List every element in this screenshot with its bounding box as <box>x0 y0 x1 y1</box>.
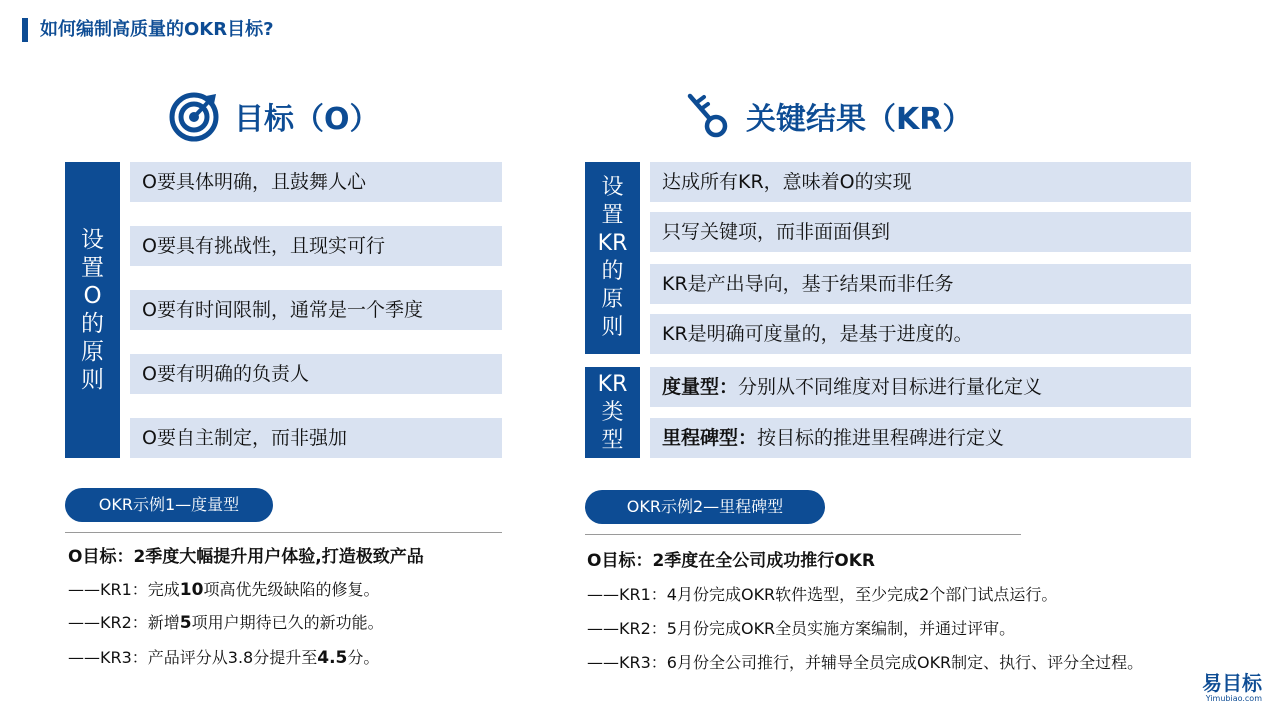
objective-heading <box>168 88 380 144</box>
label-char: 置 <box>601 203 624 228</box>
kr-text: 项高优先级缺陷的修复。 <box>203 580 380 599</box>
label-char: KR <box>597 231 628 256</box>
kr-text: 分。 <box>347 648 380 667</box>
key-icon <box>684 90 732 142</box>
kr-type-item <box>650 367 1191 407</box>
label-char: 置 <box>81 255 104 281</box>
objective-principle-item: O要有明确的负责人 <box>130 354 502 394</box>
kr-number: 10 <box>179 580 204 600</box>
example2-divider <box>585 534 1021 535</box>
objective-title: 目标（O） <box>234 102 380 137</box>
example1-kr <box>68 610 384 633</box>
kr-principle-item: 达成所有KR，意味着O的实现 <box>650 162 1191 202</box>
target-icon <box>168 90 220 142</box>
kr-text: 项用户期待已久的新功能。 <box>191 613 384 632</box>
kr-number: 4.5 <box>317 648 348 668</box>
key-results-heading <box>684 88 972 144</box>
example2-kr: ——KR2：5月份完成OKR全员实施方案编制，并通过评审。 <box>587 619 1016 638</box>
brand-name: 易目标 <box>1202 671 1262 695</box>
kr-principles-label <box>585 162 640 354</box>
kr-type-name: 度量型： <box>662 376 739 398</box>
label-char: 型 <box>601 427 624 453</box>
label-char: 设 <box>81 227 104 253</box>
label-char: 设 <box>601 175 624 200</box>
example2-kr: ——KR3：6月份全公司推行，并辅导全员完成OKR制定、执行、评分全过程。 <box>587 653 1144 672</box>
objective-principle-item: O要具有挑战性，且现实可行 <box>130 226 502 266</box>
example2-pill: OKR示例2—里程碑型 <box>585 490 825 524</box>
kr-text: ——KR1：完成 <box>68 580 180 599</box>
kr-number: 5 <box>179 613 192 633</box>
kr-type-desc: 按目标的推进里程碑进行定义 <box>757 427 1005 449</box>
example1-divider <box>65 532 502 533</box>
label-char: O <box>83 283 102 309</box>
brand-logo <box>1202 672 1262 704</box>
kr-type-item <box>650 418 1191 458</box>
kr-text: ——KR3：产品评分从3.8分提升至 <box>68 648 318 667</box>
label-char: 的 <box>81 311 104 337</box>
example1-kr <box>68 645 379 668</box>
example2-kr: ——KR1：4月份完成OKR软件选型，至少完成2个部门试点运行。 <box>587 585 1058 604</box>
objective-principle-item: O要具体明确，且鼓舞人心 <box>130 162 502 202</box>
objective-principles-label <box>65 162 120 458</box>
key-results-title: 关键结果（KR） <box>746 102 973 137</box>
kr-type-desc: 分别从不同维度对目标进行量化定义 <box>738 376 1043 398</box>
page-title: 如何编制高质量的OKR目标? <box>40 19 274 40</box>
example2-goal: O目标：2季度在全公司成功推行OKR <box>587 551 875 571</box>
label-char: 原 <box>601 287 624 312</box>
example1-pill: OKR示例1—度量型 <box>65 488 273 522</box>
kr-principle-item: KR是明确可度量的，是基于进度的。 <box>650 314 1191 354</box>
objective-principle-item: O要自主制定，而非强加 <box>130 418 502 458</box>
kr-text: ——KR2：新增 <box>68 613 180 632</box>
label-char: 的 <box>601 259 624 284</box>
title-accent-bar <box>22 18 28 42</box>
example1-goal: O目标：2季度大幅提升用户体验,打造极致产品 <box>68 547 424 567</box>
objective-principle-item: O要有时间限制，通常是一个季度 <box>130 290 502 330</box>
label-char: 原 <box>81 339 104 365</box>
label-char: KR <box>597 371 628 397</box>
label-char: 类 <box>601 399 624 425</box>
label-char: 则 <box>601 315 624 340</box>
brand-url: Yimubiao.com <box>1205 694 1262 703</box>
kr-type-name: 里程碑型： <box>662 427 758 449</box>
label-char: 则 <box>81 367 104 393</box>
kr-types-label <box>585 367 640 458</box>
kr-principle-item: KR是产出导向，基于结果而非任务 <box>650 264 1191 304</box>
example1-kr <box>68 577 379 600</box>
kr-principle-item: 只写关键项，而非面面俱到 <box>650 212 1191 252</box>
